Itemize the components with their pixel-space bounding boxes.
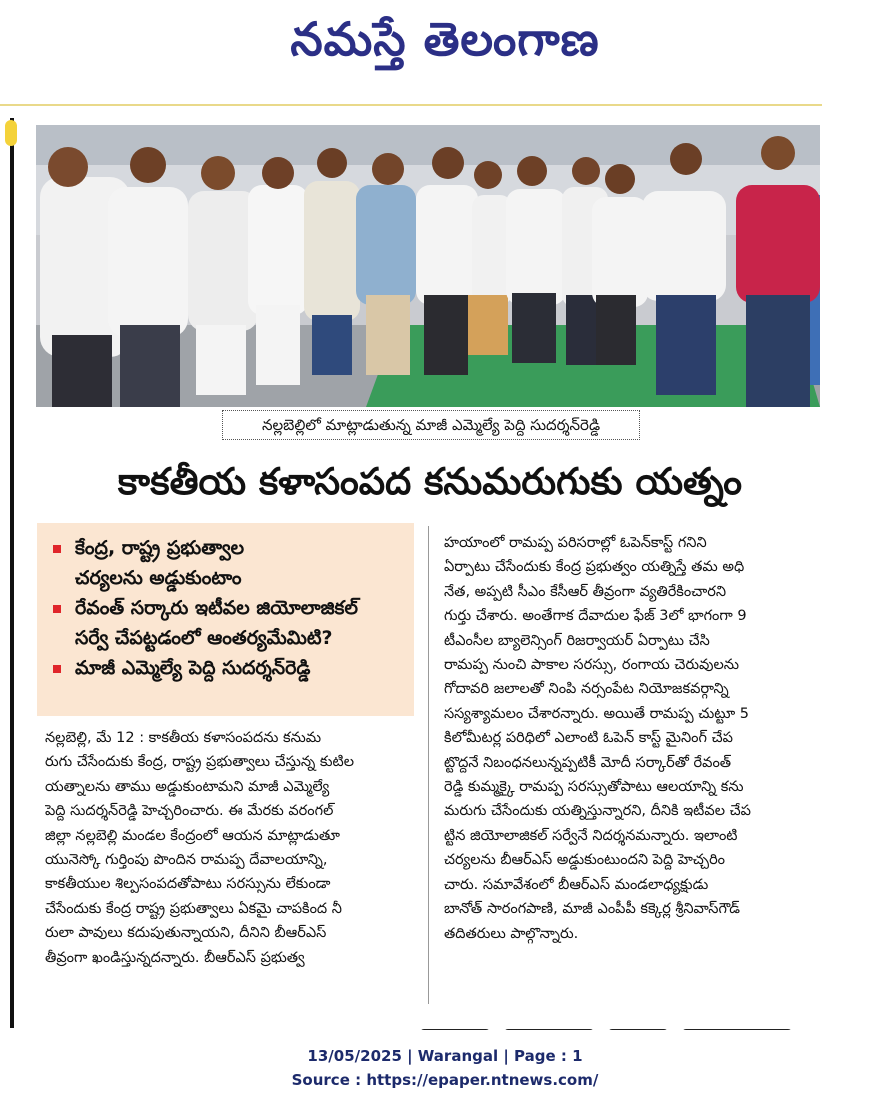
body-line: చర్యలను బీఆర్‌ఎస్ అడ్డుకుంటుందని పెద్ది హెచ్చరిం [444,852,726,869]
footer-source[interactable]: Source : https://epaper.ntnews.com/ [291,1071,599,1089]
body-line: మరుగు చేసేందుకు యత్నిస్తున్నారని, దీనికి ఇటీవల చేప [444,803,751,820]
body-line: నేత, అప్పటి సీఎం కేసీఆర్ తీవ్రంగా వ్యతిరేకించారని [444,583,726,600]
body-line: చేసేందుకు కేంద్ర రాష్ట్ర ప్రభుత్వాలు ఏకమై చాపకింద నీ [45,900,342,917]
body-line: రెడ్డి కుమ్మక్కై రామప్ప సరస్సుతోపాటు ఆలయాన్ని కను [444,779,744,796]
highlight-item [51,593,404,653]
bullet-square-icon [53,665,61,673]
body-line: హయాంలో రామప్ప పరిసరాల్లో ఓపెన్‌కాస్ట్ గనిని [444,535,707,551]
body-line: ఏర్పాటు చేసేందుకు కేంద్ర ప్రభుత్వం యత్నిస్తే తమ అధి [444,559,745,576]
footer-date-edition: 13/05/2025 | Warangal | Page : 1 [307,1047,583,1065]
column-divider [428,526,429,1004]
article-headline: కాకతీయ కళాసంపద కనుమరుగుకు యత్నం [117,460,743,503]
highlight-line: కేంద్ర, రాష్ట్ర ప్రభుత్వాల [75,537,245,559]
body-line: పెద్ది సుదర్శన్‌రెడ్డి హెచ్చరించారు. ఈ మేరకు వరంగల్ [45,803,334,820]
bullet-square-icon [53,545,61,553]
body-line: గోదావరి జలాలతో నింపి నర్సంపేట నియోజకవర్గాన్ని [444,681,729,698]
page-footer [0,1044,890,1092]
body-line: తీవ్రంగా ఖండిస్తున్నదన్నారు. బీఆర్‌ఎస్ ప్రభుత్వ [45,949,305,966]
body-line: తదితరులు పాల్గొన్నారు. [444,925,579,942]
body-line: కాకతీయుల శిల్పసంపదతోపాటు సరస్సును లేకుండా [45,876,331,893]
body-line: కిలోమీటర్ల పరిధిలో ఎలాంటి ఓపెన్ కాస్ట్ మైనింగ్ చేప [444,730,733,747]
body-line: రామప్ప నుంచి పాకాల సరస్సు, రంగాయ చెరువులను [444,657,740,674]
left-margin-rule [10,118,14,1028]
highlight-line: రేవంత్ సర్కారు ఇటీవల జియోలాజికల్ [75,597,358,619]
body-line: జిల్లా నల్లబెల్లి మండల కేంద్రంలో ఆయన మాట్లాడుతూ [45,827,340,844]
body-line: రుగు చేసేందుకు కేంద్ర, రాష్ట్ర ప్రభుత్వాలు చేస్తున్న కుటిల [45,754,354,771]
highlights-box [37,523,414,716]
group-photo-illustration [36,125,820,407]
body-line: టీఎంసీల బ్యాలెన్సింగ్ రిజర్వాయర్ ఏర్పాటు చేసి [444,632,710,649]
body-line: సస్యశ్యామలం చేశారన్నారు. అయితే రామప్ప చుట్టూ 5 [444,705,749,722]
body-line: బానోత్ సారంగపాణి, మాజీ ఎంపీపీ కక్కెర్ల శ్రీనివాస్‌గౌడ్ [444,901,740,918]
highlight-item [51,533,404,593]
body-line: రులా పావులు కదుపుతున్నాయని, దీనిని బీఆర్‌ఎస్ [45,925,327,942]
highlight-line: సర్వే చేపట్టడంలో ఆంతర్యమేమిటి? [75,627,333,649]
left-margin-marker [5,120,17,146]
body-line: నల్లబెల్లి, మే 12 : కాకతీయ కళాసంపదను కనుమ [45,730,322,746]
body-line: ట్టిన జియోలాజికల్ సర్వేనే నిదర్శనమన్నారు. ఇలాంటి [444,827,738,844]
highlight-line: చర్యలను అడ్డుకుంటాం [75,567,242,589]
highlight-item [51,653,404,683]
masthead-rule [0,104,822,106]
body-line: చారు. సమావేశంలో బీఆర్‌ఎస్ మండలాధ్యక్షుడు [444,876,709,893]
article-column-right [444,531,820,1001]
body-line: యునెస్కో గుర్తింపు పొందిన రామప్ప దేవాలయాన్ని, [45,852,328,869]
bullet-square-icon [53,605,61,613]
body-line: గుర్తు చేశారు. అంతేగాక దేవాదుల ఫేజ్ 3లో భాగంగా 9 [444,608,747,625]
article-column-left [45,726,417,1008]
body-line: ట్టొద్దనే నిబంధనలున్నప్పటికీ మోదీ సర్కార్‌తో రేవంత్ [444,754,732,771]
highlight-line: మాజీ ఎమ్మెల్యే పెద్ది సుదర్శన్‌రెడ్డి [75,657,311,679]
cropped-next-headline [420,1022,810,1030]
body-line: యత్నాలను తాము అడ్డుకుంటామని మాజీ ఎమ్మెల్యే [45,778,330,795]
masthead-title: నమస్తే తెలంగాణ [290,12,600,66]
news-photo [36,125,820,407]
photo-caption: నల్లబెల్లిలో మాట్లాడుతున్న మాజీ ఎమ్మెల్యే పెద్ది సుదర్శన్‌రెడ్డి [222,410,640,440]
